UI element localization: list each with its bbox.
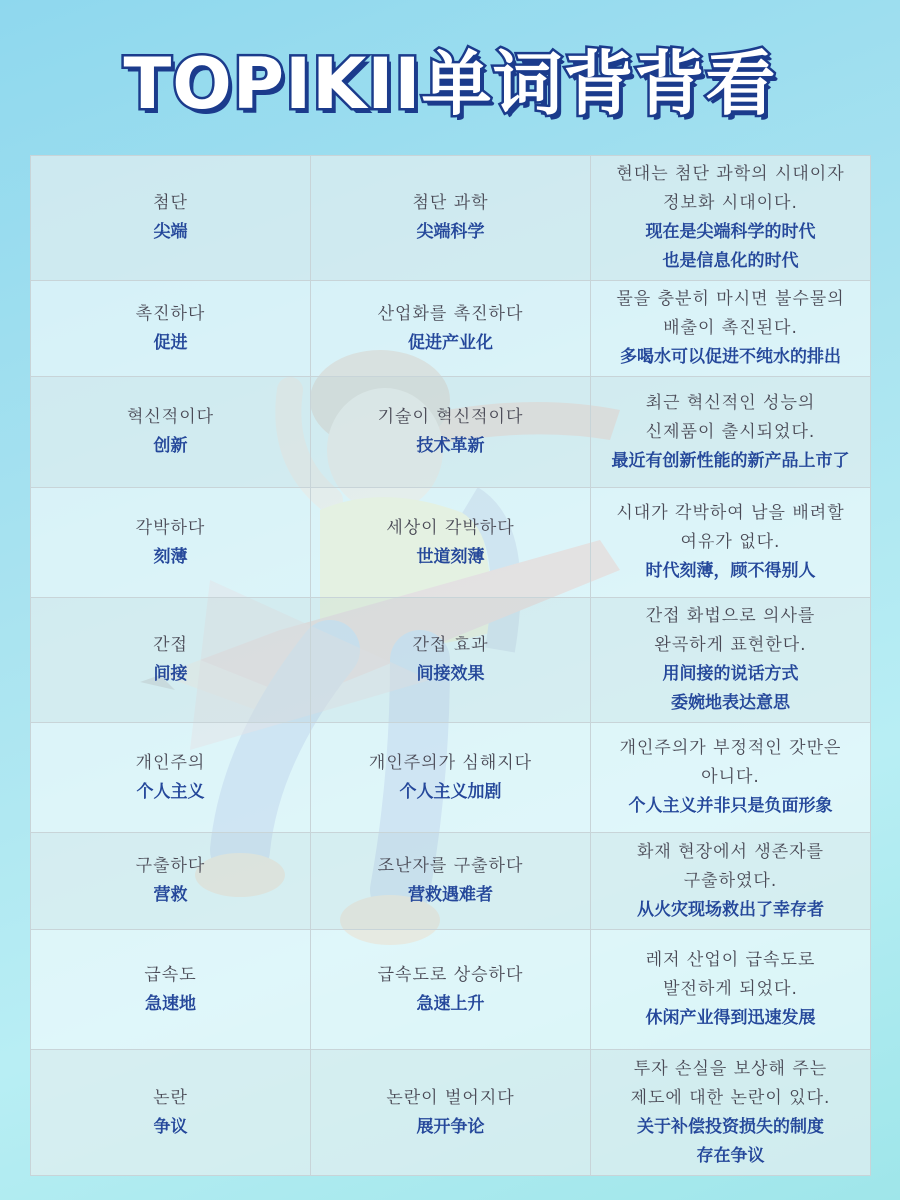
- korean-text: 논란: [153, 1087, 188, 1108]
- korean-text: 화재 현장에서 생존자를: [636, 841, 825, 862]
- page-title: TOPIKII单词背背看: [123, 43, 777, 125]
- vocab-row: [31, 1050, 871, 1176]
- korean-text: 레저 산업이 급속도로: [645, 950, 816, 970]
- korean-text: 완곡하게 표현한다.: [654, 635, 807, 655]
- korean-text: 투자 손실을 보상해 주는: [633, 1058, 828, 1079]
- word-cell: [31, 598, 311, 723]
- korean-text: 시대가 각박하여 남을 배려할: [616, 503, 845, 523]
- korean-text: 여유가 없다.: [680, 532, 781, 552]
- chinese-text: 营救遇难者: [408, 885, 493, 905]
- sentence-cell: [591, 1050, 871, 1176]
- chinese-text: 存在争议: [696, 1145, 765, 1166]
- korean-text: 정보화 시대이다.: [663, 193, 798, 213]
- korean-text: 발전하게 되었다.: [663, 979, 798, 999]
- vocab-row: [31, 281, 871, 377]
- sentence-cell: [591, 833, 871, 930]
- chinese-text: 个人主义并非只是负面形象: [628, 796, 833, 816]
- korean-text: 첨단: [153, 193, 188, 213]
- chinese-text: 创新: [153, 436, 188, 456]
- korean-text: 물을 충분히 마시면 불수물의: [616, 289, 845, 309]
- chinese-text: 促进产业化: [408, 332, 493, 353]
- sentence-cell: [591, 281, 871, 377]
- chinese-text: 多喝水可以促进不纯水的排出: [620, 347, 841, 367]
- chinese-text: 刻薄: [153, 546, 188, 567]
- word-cell: [31, 1050, 311, 1176]
- korean-text: 급속도: [144, 964, 197, 985]
- vocab-row: [31, 488, 871, 598]
- chinese-text: 世道刻薄: [416, 546, 485, 567]
- korean-text: 조난자를 구출하다: [377, 856, 524, 876]
- korean-text: 촉진하다: [135, 303, 206, 324]
- chinese-text: 从火灾现场救出了幸存者: [637, 899, 824, 920]
- korean-text: 개인주의: [135, 752, 206, 773]
- phrase-cell: [311, 281, 591, 377]
- phrase-cell: [311, 156, 591, 281]
- word-cell: [31, 488, 311, 598]
- chinese-text: 促进: [153, 332, 188, 353]
- phrase-cell: [311, 377, 591, 488]
- chinese-text: 展开争论: [416, 1116, 485, 1137]
- korean-text: 최근 혁신적인 성능의: [645, 392, 816, 413]
- word-cell: [31, 723, 311, 833]
- sentence-cell: [591, 377, 871, 488]
- vocab-row: [31, 598, 871, 723]
- korean-text: 산업화를 촉진하다: [377, 303, 524, 324]
- chinese-text: 个人主义加剧: [399, 781, 502, 802]
- chinese-text: 营救: [153, 885, 188, 905]
- vocab-row: [31, 833, 871, 930]
- word-cell: [31, 156, 311, 281]
- vocab-row: [31, 930, 871, 1050]
- korean-text: 간접: [153, 635, 188, 655]
- word-cell: [31, 281, 311, 377]
- chinese-text: 委婉地表达意思: [671, 693, 790, 713]
- korean-text: 현대는 첨단 과학의 시대이자: [616, 164, 845, 184]
- chinese-text: 现在是尖端科学的时代: [645, 222, 816, 242]
- korean-text: 논란이 벌어지다: [386, 1087, 515, 1108]
- korean-text: 기술이 혁신적이다: [377, 407, 524, 427]
- chinese-text: 间接: [153, 664, 188, 684]
- vocabulary-table: [30, 155, 871, 1176]
- phrase-cell: [311, 1050, 591, 1176]
- chinese-text: 争议: [153, 1116, 188, 1137]
- chinese-text: 休闲产业得到迅速发展: [645, 1008, 816, 1028]
- vocab-row: [31, 723, 871, 833]
- phrase-cell: [311, 488, 591, 598]
- chinese-text: 关于补偿投资损失的制度: [637, 1116, 824, 1137]
- korean-text: 배출이 촉진된다.: [663, 318, 798, 338]
- phrase-cell: [311, 930, 591, 1050]
- chinese-text: 急速上升: [416, 993, 485, 1014]
- sentence-cell: [591, 723, 871, 833]
- phrase-cell: [311, 598, 591, 723]
- chinese-text: 个人主义: [136, 781, 205, 802]
- korean-text: 신제품이 출시되었다.: [645, 421, 816, 442]
- korean-text: 개인주의가 심해지다: [368, 752, 533, 773]
- korean-text: 구출하였다.: [683, 870, 778, 891]
- korean-text: 구출하다: [135, 856, 206, 876]
- korean-text: 개인주의가 부정적인 갓만은: [619, 738, 842, 758]
- korean-text: 간접 화법으로 의사를: [645, 606, 816, 626]
- phrase-cell: [311, 723, 591, 833]
- sentence-cell: [591, 598, 871, 723]
- vocab-row: [31, 377, 871, 488]
- chinese-text: 也是信息化的时代: [662, 251, 799, 271]
- chinese-text: 急速地: [145, 993, 196, 1014]
- phrase-cell: [311, 833, 591, 930]
- vocab-row: [31, 156, 871, 281]
- korean-text: 세상이 각박하다: [386, 517, 515, 538]
- korean-text: 간접 효과: [412, 635, 489, 655]
- chinese-text: 尖端: [153, 222, 188, 242]
- chinese-text: 时代刻薄，顾不得别人: [645, 561, 816, 581]
- korean-text: 제도에 대한 논란이 있다.: [630, 1087, 831, 1108]
- korean-text: 아니다.: [701, 767, 760, 787]
- korean-text: 혁신적이다: [126, 407, 215, 427]
- korean-text: 급속도로 상승하다: [377, 964, 524, 985]
- korean-text: 각박하다: [135, 517, 206, 538]
- chinese-text: 用间接的说话方式: [662, 664, 799, 684]
- sentence-cell: [591, 488, 871, 598]
- chinese-text: 尖端科学: [416, 222, 485, 242]
- sentence-cell: [591, 930, 871, 1050]
- chinese-text: 技术革新: [416, 436, 485, 456]
- word-cell: [31, 833, 311, 930]
- korean-text: 첨단 과학: [412, 193, 489, 213]
- word-cell: [31, 377, 311, 488]
- sentence-cell: [591, 156, 871, 281]
- word-cell: [31, 930, 311, 1050]
- chinese-text: 最近有创新性能的新产品上市了: [611, 450, 850, 471]
- chinese-text: 间接效果: [416, 664, 485, 684]
